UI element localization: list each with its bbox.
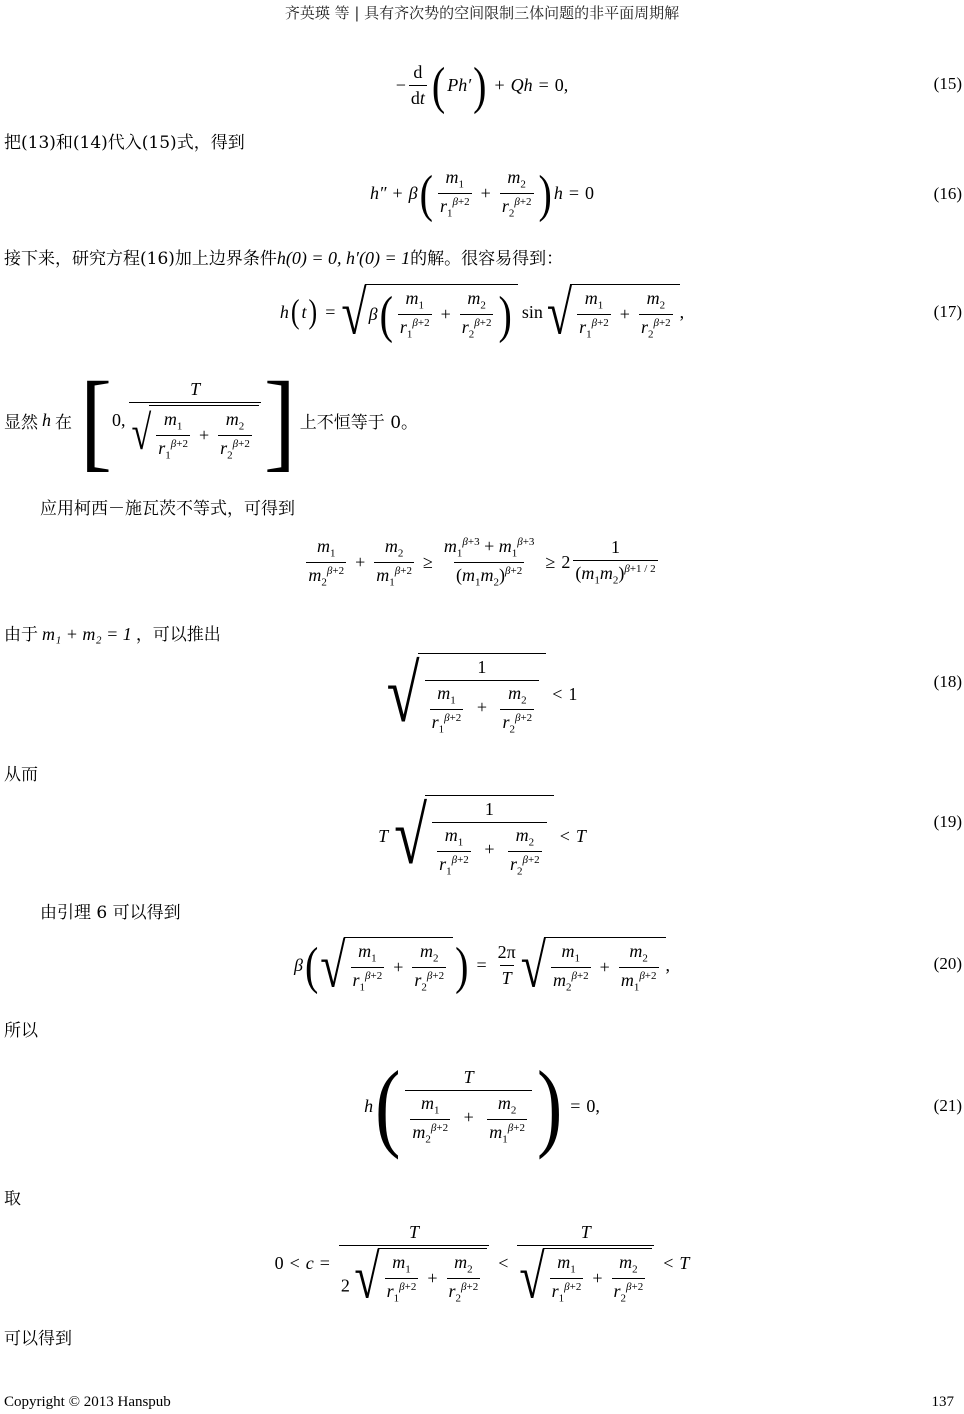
equation-16: h″ + β ( $\frac{m_1}{r_1^{\beta+2}}$ + $\frac{m_2}{r_2^{\beta+2}}$ ) h = 0: [369, 163, 595, 223]
equation-20: β ( √ $\frac{m_1}{r_1^{\beta+2}}$ + $\frac{m_2}{r_2^{\beta+2}}$ ) = $\frac{2\pi}{T}$ √ $\frac{m_1}{m_2^{\beta+2}}$ + $\frac{m_2}{m_1^{\beta+2}}$ ,: [293, 930, 671, 1000]
equation-number-21: (21): [933, 1096, 962, 1115]
paragraph-mass-sum: [4, 620, 221, 645]
mass-condition: m₁ + m₂ = 1: [42, 624, 132, 644]
text-pre: 显然: [4, 412, 38, 433]
equation-18: √ 1 $\frac{m_1}{r_1^{\beta+2}}$ + $\frac{m_2}{r_2^{\beta+2}}$ < 1: [386, 648, 578, 738]
equation-number-15: (15): [933, 74, 962, 93]
text-post: ，可以推出: [135, 625, 221, 645]
equation-number-16: (16): [933, 184, 962, 203]
equation-cauchy-schwarz: $\frac{m_1}{m_2^{\beta+2}}$ + $\frac{m_2}{m_1^{\beta+2}}$ ≥ $\frac{m_1^{\beta+3} + m_1^{\beta+3}}{(m_1m_2)^{\beta+2}}$ ≥ 2 $\frac{1}{(m_1m_2)^{\beta+1 / 2}}$: [308, 535, 656, 589]
boundary-condition: h(0) = 0, h′(0) = 1: [276, 248, 411, 268]
equation-number-19: (19): [933, 812, 962, 831]
text-in: 在: [55, 412, 72, 433]
paragraph-substitute: 把(13)和(14)代入(15)式，得到: [4, 133, 245, 153]
text-post: 的解。很容易得到：: [410, 249, 564, 269]
equation-number-20: (20): [933, 954, 962, 973]
paragraph-take: 取: [4, 1189, 21, 1209]
footer-page-number: 137: [931, 1394, 954, 1410]
equation-number-18: (18): [933, 672, 962, 691]
h-symbol: h: [42, 409, 51, 430]
equation-19: T √ 1 $\frac{m_1}{r_1^{\beta+2}}$ + $\frac{m_2}{r_2^{\beta+2}}$ < T: [378, 790, 586, 880]
running-header: 齐英瑛 等 | 具有齐次势的空间限制三体问题的非平面周期解: [284, 4, 680, 22]
equation-number-17: (17): [933, 302, 962, 321]
equation-15: − $\frac{d}{dt}$ ( Ph′ ) + Qh = 0,: [395, 55, 569, 115]
paragraph-boundary-condition: [4, 244, 563, 269]
text-post: 上不恒等于 0。: [299, 412, 419, 433]
paragraph-interval: [4, 358, 418, 482]
paragraph-thus: 从而: [4, 765, 38, 785]
paragraph-cauchy: 应用柯西－施瓦茨不等式，可得到: [40, 499, 295, 519]
text-pre: 由于: [4, 625, 38, 645]
interval: [ 0, T √ $\frac{m_1}{r_1^{\beta+2}}$ + $\frac{m_2}{r_2^{\beta+2}}$ ]: [80, 357, 296, 481]
paragraph-lemma: 由引理 6 可以得到: [40, 903, 181, 923]
footer-copyright: Copyright © 2013 Hanspub: [4, 1394, 171, 1410]
paragraph-so: 所以: [4, 1021, 38, 1041]
text-pre: 接下来，研究方程(16)加上边界条件: [4, 249, 277, 269]
equation-21: h ( T $\frac{m_1}{m_2^{\beta+2}}$ + $\frac{m_2}{m_1^{\beta+2}}$ ) = 0,: [364, 1050, 600, 1160]
equation-c-choice: 0 < c = T 2 √ $\frac{m_1}{r_1^{\beta+2}}$ + $\frac{m_2}{r_2^{\beta+2}}$ < T √ $\frac{m_1}{r_1^{\beta+2}}$ + $\frac{m_2}{r_2^{\beta+2}}$ < T: [274, 1221, 690, 1311]
paragraph-obtain: 可以得到: [4, 1329, 72, 1349]
equation-17: h ( t ) = √ β ( $\frac{m_1}{r_1^{\beta+2}}$ + $\frac{m_2}{r_2^{\beta+2}}$ ) sin √ $\frac{m_1}{r_1^{\beta+2}}$ + $\frac{m_2}{r_2^{\beta+2}}$ ,: [279, 277, 685, 347]
